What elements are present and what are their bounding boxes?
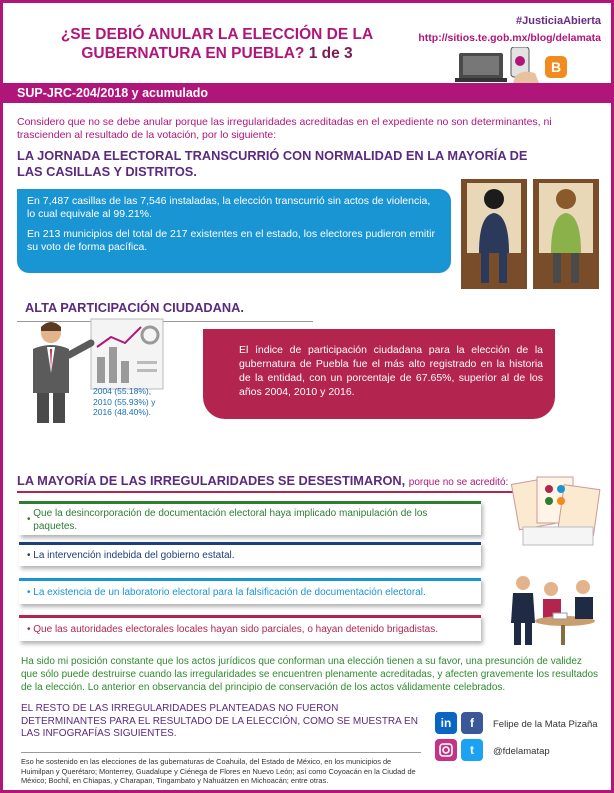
officials-meeting-illustration [503, 569, 603, 649]
ballots-illustration [511, 473, 603, 551]
section2-heading: ALTA PARTICIPACIÓN CIUDADANA. [25, 300, 244, 315]
section1-stats-box [17, 189, 451, 273]
intro-text: Considero que no se debe anular porque las irregularidades acreditadas en el expediente no son determinantes, ni trascienden al resultado de la votación, por lo siguiente: [17, 116, 552, 141]
footnote: Eso he sostenido en las elecciones de las gubernaturas de Coahuila, del Estado de México, en los municipios de Huimilpan y Querétaro; Monterrey, Guadalupe y Ciénega de Flores en Nuevo León; así como Coyoacán en la Ciudad de México; Bochil, en Chiapas, y Charapan, Tingambato y Nahuátzen en Michoacán; entre otras. [21, 752, 421, 786]
list-item: • La existencia de un laboratorio electoral para la falsificación de documentación electoral. [19, 578, 481, 604]
list-item: • La intervención indebida del gobierno estatal. [19, 542, 481, 566]
section3-note: porque no se acreditó: [408, 477, 509, 488]
blogger-icon[interactable]: B [545, 56, 567, 78]
section1-paragraph-2: En 213 municipios del total de 217 existentes en el estado, los electores pudieron emitir su voto de forma pacífica. [27, 228, 435, 253]
previous-years-list: 2004 (55.18%), 2010 (55.93%) y 2016 (48.40%). [93, 386, 156, 417]
hashtag: #JusticiaAbierta [516, 15, 601, 27]
case-number-bar: SUP-JRC-204/2018 y acumulado [3, 83, 611, 103]
position-text: Ha sido mi posición constante que los actos jurídicos que conforman una elección tienen a su favor, una presunción de validez que sólo puede destruirse cuando las irregularidades se encuentren plenamente acreditadas, y afecten gravemente los resultados de la elección. Lo anterior en observancia del principio de conservación de los actos válidamente celebrados. [21, 656, 599, 693]
linkedin-icon[interactable]: in [435, 712, 457, 734]
conclusion-text: EL RESTO DE LAS IRREGULARIDADES PLANTEADAS NO FUERON DETERMINANTES PARA EL RESULTADO DE LA ELECCIÓN, COMO SE MUESTRA EN LAS INFOGRAFÍAS SIGUIENTES. [21, 703, 418, 739]
section3-heading: LA MAYORÍA DE LAS IRREGULARIDADES SE DESESTIMARON, porque no se acreditó: [17, 473, 509, 488]
laptop-phone-illustration [455, 47, 545, 83]
part-indicator: 1 de 3 [308, 45, 353, 62]
instagram-icon[interactable] [435, 739, 457, 761]
section1-heading: LA JORNADA ELECTORAL TRANSCURRIÓ CON NORMALIDAD EN LA MAYORÍA DE LAS CASILLAS Y DISTRITOS. [17, 148, 528, 179]
blog-url-link[interactable]: http://sitios.te.gob.mx/blog/delamata [418, 32, 601, 44]
twitter-handle: @fdelamatap [493, 746, 550, 757]
list-item: • Que las autoridades electorales locales hayan sido parciales, o hayan detenido brigadistas. [19, 615, 481, 641]
list-item: • Que la desincorporación de documentación electoral haya implicado manipulación de los paquetes. [19, 501, 481, 535]
page-title: ¿SE DEBIÓ ANULAR LA ELECCIÓN DE LA GUBERNATURA EN PUEBLA? 1 de 3 [60, 26, 374, 62]
author-name: Felipe de la Mata Pizaña [493, 719, 598, 730]
twitter-icon[interactable]: t [461, 739, 483, 761]
facebook-icon[interactable]: f [461, 712, 483, 734]
voting-booths-illustration [461, 179, 601, 291]
participation-box: El índice de participación ciudadana para la elección de la gubernatura de Puebla fue el más alto registrado en la historia de la entidad, con un porcentaje de 67.65%, superior al de los años 2004, 2010 y 2016. [203, 329, 555, 419]
section1-paragraph-1: En 7,487 casillas de las 7,546 instaladas, la elección transcurrió sin actos de violencia, lo cual equivale al 99.21%. [27, 195, 431, 220]
divider [17, 491, 539, 493]
